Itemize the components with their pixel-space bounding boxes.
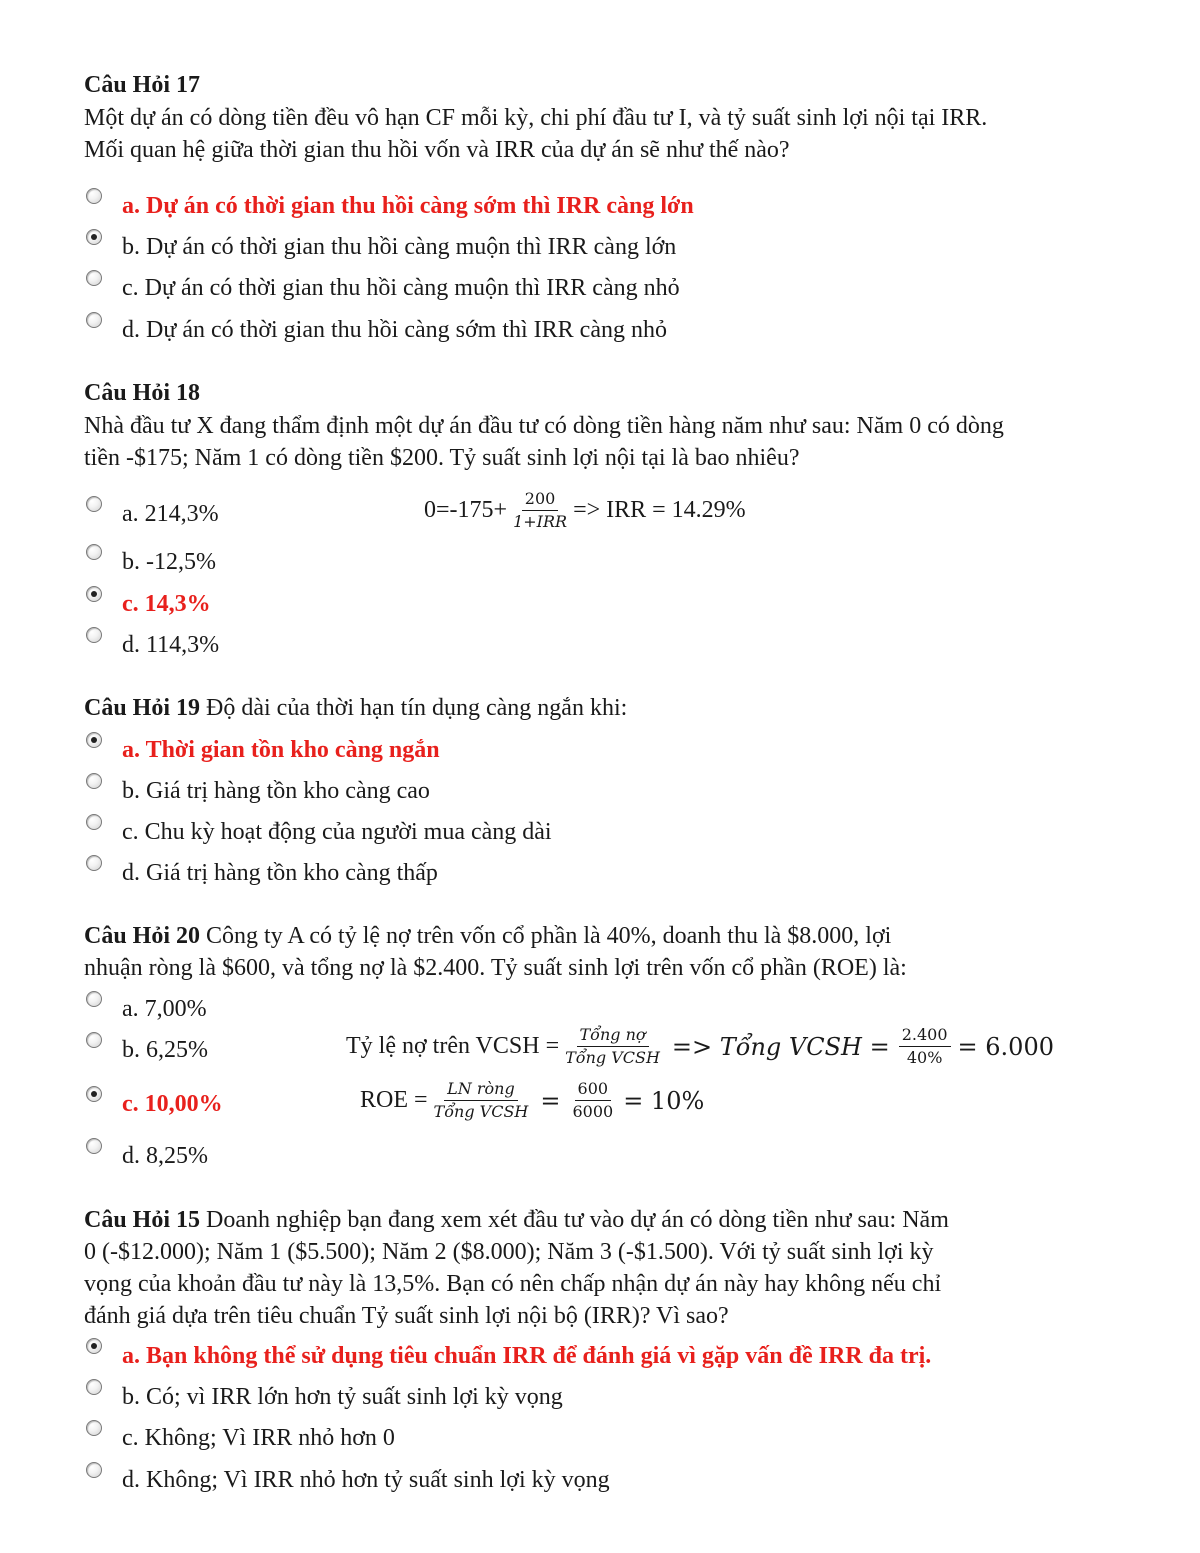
radio-checked-icon[interactable] — [86, 229, 102, 245]
radio-unchecked-icon[interactable] — [86, 773, 102, 789]
q20-formula1-fraction1 — [562, 1026, 663, 1067]
radio-unchecked-icon[interactable] — [86, 627, 102, 643]
q15-option-c-label: c. Không; Vì IRR nhỏ hơn 0 — [122, 1425, 395, 1451]
q18-formula-lhs: 0=-175+ — [424, 497, 508, 523]
question-17-text-line2: Mối quan hệ giữa thời gian thu hồi vốn và IRR của dự án sẽ như thế nào? — [84, 137, 790, 163]
radio-checked-icon[interactable] — [86, 586, 102, 602]
radio-unchecked-icon[interactable] — [86, 991, 102, 1007]
q18-option-a-label: a. 214,3% — [122, 501, 219, 527]
q20-formula1-mid: => Tổng VCSH = — [671, 1032, 890, 1061]
q20-formula2-fraction2 — [569, 1080, 616, 1121]
question-19-prompt: Độ dài của thời hạn tín dụng càng ngắn khi: — [200, 695, 628, 721]
q18-formula-fraction — [510, 490, 570, 531]
radio-unchecked-icon[interactable] — [86, 312, 102, 328]
q20-formula1-fraction2 — [899, 1026, 951, 1067]
q17-option-b-label: b. Dự án có thời gian thu hồi càng muộn thì IRR càng lớn — [122, 234, 677, 260]
radio-unchecked-icon[interactable] — [86, 270, 102, 286]
question-20-title: Câu Hỏi 20 — [84, 923, 201, 949]
q20-formula1-lhs: Tỷ lệ nợ trên VCSH = — [346, 1033, 560, 1059]
q15-option-b-label: b. Có; vì IRR lớn hơn tỷ suất sinh lợi kỳ vọng — [122, 1384, 563, 1410]
question-15-title: Câu Hỏi 15 — [84, 1207, 201, 1233]
radio-unchecked-icon[interactable] — [86, 188, 102, 204]
question-15-text-line2: 0 (-$12.000); Năm 1 ($5.500); Năm 2 ($8.000); Năm 3 (-$1.500). Với tỷ suất sinh lợi kỳ — [84, 1239, 934, 1265]
radio-unchecked-icon[interactable] — [86, 1138, 102, 1154]
q19-option-c-label: c. Chu kỳ hoạt động của người mua càng dài — [122, 819, 552, 845]
q20-formula2-eq: = — [540, 1086, 561, 1115]
radio-checked-icon[interactable] — [86, 1086, 102, 1102]
question-19-text — [84, 692, 627, 724]
q17-option-a-label: a. Dự án có thời gian thu hồi càng sớm thì IRR càng lớn — [122, 193, 694, 219]
q20-formula2-rhs: = 10% — [623, 1086, 705, 1115]
question-15-text-line1 — [84, 1204, 949, 1236]
q19-option-d-label: d. Giá trị hàng tồn kho càng thấp — [122, 860, 438, 886]
question-17-text-line1: Một dự án có dòng tiền đều vô hạn CF mỗi kỳ, chi phí đầu tư I, và tỷ suất sinh lợi nội tại IRR. — [84, 105, 988, 131]
q20-formula1-rhs: = 6.000 — [957, 1032, 1054, 1061]
question-17-title: Câu Hỏi 17 — [84, 72, 201, 98]
radio-unchecked-icon[interactable] — [86, 855, 102, 871]
q20-option-a-label: a. 7,00% — [122, 996, 207, 1022]
q20-formula1-num1: Tổng nợ — [577, 1026, 649, 1047]
question-15-text-line3: vọng của khoản đầu tư này là 13,5%. Bạn có nên chấp nhận dự án này hay không nếu chỉ — [84, 1271, 942, 1297]
question-18-text-line2: tiền -$175; Năm 1 có dòng tiền $200. Tỷ suất sinh lợi nội tại là bao nhiêu? — [84, 445, 800, 471]
radio-unchecked-icon[interactable] — [86, 814, 102, 830]
q17-option-d-label: d. Dự án có thời gian thu hồi càng sớm thì IRR càng nhỏ — [122, 317, 667, 343]
question-15-text-line4: đánh giá dựa trên tiêu chuẩn Tỷ suất sinh lợi nội bộ (IRR)? Vì sao? — [84, 1303, 729, 1329]
radio-checked-icon[interactable] — [86, 1338, 102, 1354]
radio-unchecked-icon[interactable] — [86, 544, 102, 560]
q17-option-c-label: c. Dự án có thời gian thu hồi càng muộn thì IRR càng nhỏ — [122, 275, 680, 301]
radio-checked-icon[interactable] — [86, 732, 102, 748]
q18-formula-numerator: 200 — [522, 490, 559, 511]
q20-formula2-num2: 600 — [575, 1080, 612, 1101]
q15-option-a-label: a. Bạn không thể sử dụng tiêu chuẩn IRR để đánh giá vì gặp vấn đề IRR đa trị. — [122, 1343, 932, 1369]
q20-formula2-fraction1 — [431, 1080, 532, 1121]
question-19-title: Câu Hỏi 19 — [84, 695, 201, 721]
q18-formula-rhs: => IRR = 14.29% — [573, 497, 746, 523]
question-18-title: Câu Hỏi 18 — [84, 380, 201, 406]
question-20-text-line1 — [84, 920, 891, 952]
q20-equity-formula — [346, 1026, 1054, 1067]
q20-option-c-label: c. 10,00% — [122, 1091, 223, 1117]
radio-unchecked-icon[interactable] — [86, 1032, 102, 1048]
q20-roe-formula — [360, 1080, 704, 1121]
q18-irr-formula — [424, 490, 746, 531]
q20-formula2-den2: 6000 — [572, 1102, 614, 1121]
question-18-text-line1: Nhà đầu tư X đang thẩm định một dự án đầu tư có dòng tiền hàng năm như sau: Năm 0 có dòng — [84, 413, 1004, 439]
question-20-prompt-line1: Công ty A có tỷ lệ nợ trên vốn cổ phần là 40%, doanh thu là $8.000, lợi — [200, 923, 892, 949]
q20-option-d-label: d. 8,25% — [122, 1143, 208, 1169]
question-20-text-line2: nhuận ròng là $600, và tổng nợ là $2.400. Tỷ suất sinh lợi trên vốn cổ phần (ROE) là: — [84, 955, 907, 981]
q20-formula2-lhs: ROE = — [360, 1087, 428, 1113]
q18-option-c-label: c. 14,3% — [122, 591, 211, 617]
q18-option-b-label: b. -12,5% — [122, 549, 216, 575]
q20-formula1-den1: Tổng VCSH — [565, 1048, 660, 1067]
q20-formula1-num2: 2.400 — [899, 1026, 951, 1047]
radio-unchecked-icon[interactable] — [86, 1462, 102, 1478]
radio-unchecked-icon[interactable] — [86, 1420, 102, 1436]
radio-unchecked-icon[interactable] — [86, 1379, 102, 1395]
q20-formula1-den2: 40% — [906, 1048, 943, 1067]
question-15-prompt-line1: Doanh nghiệp bạn đang xem xét đầu tư vào dự án có dòng tiền như sau: Năm — [200, 1207, 949, 1233]
radio-unchecked-icon[interactable] — [86, 496, 102, 512]
q15-option-d-label: d. Không; Vì IRR nhỏ hơn tỷ suất sinh lợi kỳ vọng — [122, 1467, 610, 1493]
q18-formula-denominator: 1+IRR — [513, 512, 568, 531]
q20-formula2-den1: Tổng VCSH — [433, 1102, 529, 1121]
q19-option-a-label: a. Thời gian tồn kho càng ngắn — [122, 737, 440, 763]
q20-option-b-label: b. 6,25% — [122, 1037, 208, 1063]
q19-option-b-label: b. Giá trị hàng tồn kho càng cao — [122, 778, 430, 804]
q18-option-d-label: d. 114,3% — [122, 632, 220, 658]
q20-formula2-num1: LN ròng — [444, 1080, 518, 1101]
